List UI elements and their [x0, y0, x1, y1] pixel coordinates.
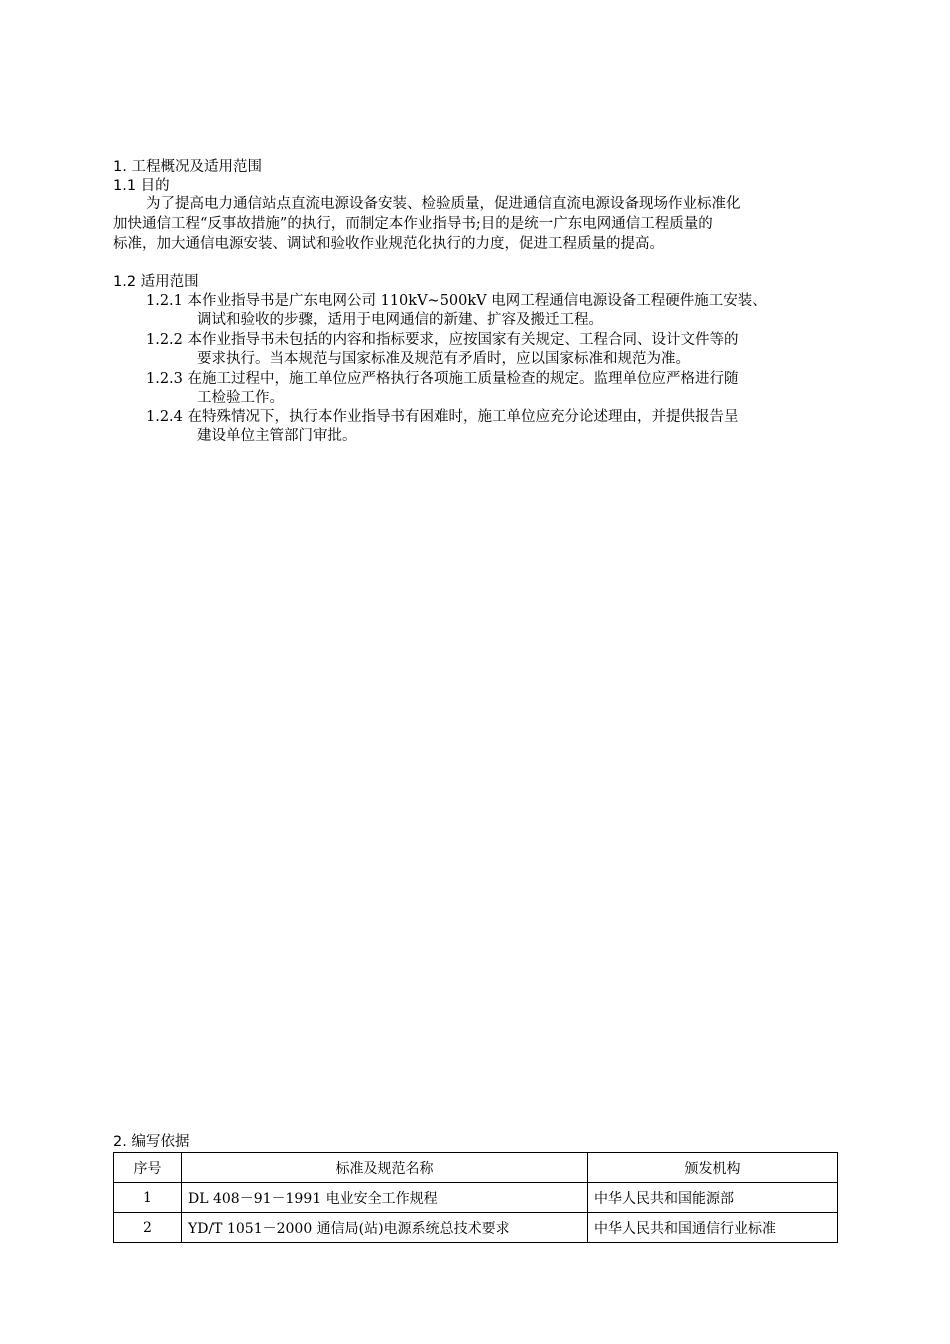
section-1-1-heading: 1.1 目的: [113, 178, 170, 194]
scope-item-2-line-1: 1.2.2 本作业指导书未包括的内容和指标要求，应按国家有关规定、工程合同、设计文件等的: [146, 332, 739, 348]
table-row: [114, 1213, 838, 1243]
section-1-heading: 1. 工程概况及适用范围: [113, 159, 262, 175]
purpose-line-2: 加快通信工程“反事故措施”的执行，而制定本作业指导书;目的是统一广东电网通信工程质量的: [113, 216, 713, 232]
table-row: [114, 1183, 838, 1213]
header-standard-name: 标准及规范名称: [182, 1153, 588, 1183]
scope-item-4-line-1: 1.2.4 在特殊情况下，执行本作业指导书有困难时，施工单位应充分论述理由，并提供报告呈: [146, 409, 739, 425]
scope-item-4-line-2: 建设单位主管部门审批。: [197, 428, 357, 444]
row-index: 1: [114, 1183, 182, 1213]
scope-item-1-line-1: 1.2.1 本作业指导书是广东电网公司 110kV~500kV 电网工程通信电源设备工程硬件施工安装、: [146, 293, 767, 309]
purpose-line-1: 为了提高电力通信站点直流电源设备安装、检验质量，促进通信直流电源设备现场作业标准化: [146, 196, 741, 212]
table-header-row: [114, 1153, 838, 1183]
row-standard-name: DL 408－91－1991 电业安全工作规程: [182, 1183, 588, 1213]
section-1-2-heading: 1.2 适用范围: [113, 274, 199, 290]
row-index: 2: [114, 1213, 182, 1243]
scope-item-3-line-2: 工检验工作。: [197, 390, 284, 406]
row-issuer: 中华人民共和国通信行业标准: [588, 1213, 838, 1243]
header-index: 序号: [114, 1153, 182, 1183]
header-issuer: 颁发机构: [588, 1153, 838, 1183]
scope-item-2-line-2: 要求执行。当本规范与国家标准及规范有矛盾时，应以国家标准和规范为准。: [197, 351, 690, 367]
standards-table: [113, 1152, 838, 1243]
scope-item-3-line-1: 1.2.3 在施工过程中，施工单位应严格执行各项施工质量检查的规定。监理单位应严格进行随: [146, 371, 739, 387]
row-issuer: 中华人民共和国能源部: [588, 1183, 838, 1213]
section-2-heading: 2. 编写依据: [113, 1134, 190, 1150]
purpose-line-3: 标准，加大通信电源安装、调试和验收作业规范化执行的力度，促进工程质量的提高。: [113, 236, 664, 252]
row-standard-name: YD/T 1051－2000 通信局(站)电源系统总技术要求: [182, 1213, 588, 1243]
scope-item-1-line-2: 调试和验收的步骤，适用于电网通信的新建、扩容及搬迁工程。: [197, 312, 603, 328]
